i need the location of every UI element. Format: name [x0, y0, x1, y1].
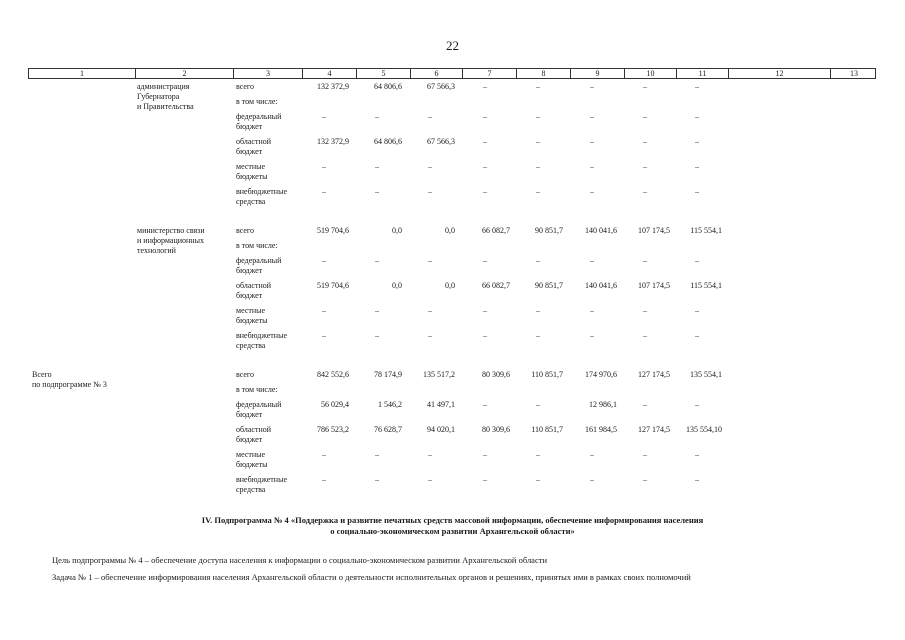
funding-value-cell: – — [643, 137, 647, 146]
funding-value-cell: 90 851,7 — [535, 281, 563, 290]
funding-value-cell: 64 806,6 — [374, 137, 402, 146]
funding-source-label: средства — [236, 485, 266, 494]
funding-source-label: всего — [236, 226, 255, 235]
funding-value-cell: 66 082,7 — [482, 226, 510, 235]
executor-name: и Правительства — [137, 102, 194, 111]
funding-value-cell: – — [590, 112, 594, 121]
funding-value-cell: – — [322, 187, 326, 196]
header-col-1: 1 — [29, 69, 136, 78]
funding-value-cell: – — [428, 475, 432, 484]
funding-value-cell: 115 554,1 — [690, 226, 722, 235]
funding-value-cell: – — [483, 400, 487, 409]
funding-value-cell: – — [483, 450, 487, 459]
funding-source-label: в том числе: — [236, 385, 278, 394]
funding-value-cell: – — [483, 137, 487, 146]
funding-value-cell: 78 174,9 — [374, 370, 402, 379]
funding-value-cell: – — [643, 306, 647, 315]
executor-name: и информационных — [137, 236, 204, 245]
funding-value-cell: – — [590, 162, 594, 171]
funding-value-cell: – — [483, 112, 487, 121]
funding-value-cell: 110 851,7 — [531, 425, 563, 434]
funding-value-cell: 519 704,6 — [317, 281, 349, 290]
funding-value-cell: 140 041,6 — [585, 281, 617, 290]
funding-value-cell: – — [483, 475, 487, 484]
funding-value-cell: – — [590, 331, 594, 340]
funding-value-cell: – — [322, 475, 326, 484]
funding-value-cell: 67 566,3 — [427, 82, 455, 91]
header-col-13: 13 — [850, 69, 858, 78]
funding-source-label: бюджет — [236, 147, 263, 156]
header-col-2: 2 — [136, 69, 234, 78]
funding-value-cell: – — [428, 256, 432, 265]
header-col-6: 6 — [411, 69, 463, 78]
funding-value-cell: – — [322, 256, 326, 265]
funding-source-label: местные — [236, 162, 266, 171]
funding-source-label: бюджет — [236, 435, 263, 444]
funding-value-cell: – — [483, 331, 487, 340]
funding-source-label: средства — [236, 197, 266, 206]
section-heading — [0, 515, 905, 537]
funding-source-label: местные — [236, 306, 266, 315]
header-col-4: 4 — [303, 69, 357, 78]
funding-value-cell: 90 851,7 — [535, 226, 563, 235]
funding-value-cell: 0,0 — [392, 226, 402, 235]
funding-source-label: бюджет — [236, 410, 263, 419]
funding-value-cell: – — [695, 137, 699, 146]
funding-source-label: федеральный — [236, 112, 282, 121]
funding-value-cell: – — [643, 187, 647, 196]
funding-value-cell: – — [695, 82, 699, 91]
funding-value-cell: – — [536, 82, 540, 91]
section-heading-line-2: о социально-экономическом развитии Архангельской области» — [330, 526, 575, 536]
executor-name: технологий — [137, 246, 176, 255]
funding-value-cell: 110 851,7 — [531, 370, 563, 379]
funding-value-cell: 67 566,3 — [427, 137, 455, 146]
funding-value-cell: – — [695, 112, 699, 121]
funding-value-cell: 80 309,6 — [482, 370, 510, 379]
funding-value-cell: – — [590, 137, 594, 146]
funding-value-cell: – — [375, 162, 379, 171]
funding-value-cell: – — [483, 306, 487, 315]
funding-value-cell: – — [375, 450, 379, 459]
funding-value-cell: – — [695, 450, 699, 459]
funding-value-cell: – — [536, 112, 540, 121]
subprogram-goal: Цель подпрограммы № 4 – обеспечение доступа населения к информации о социально-экономическом развитии Архангельской области — [52, 555, 547, 565]
funding-value-cell: – — [536, 450, 540, 459]
funding-source-label: внебюджетные — [236, 475, 287, 484]
header-col-3: 3 — [234, 69, 303, 78]
funding-value-cell: 1 546,2 — [378, 400, 402, 409]
funding-source-label: областной — [236, 137, 272, 146]
funding-value-cell: – — [590, 306, 594, 315]
funding-value-cell: – — [695, 400, 699, 409]
funding-value-cell: – — [643, 256, 647, 265]
funding-value-cell: – — [590, 450, 594, 459]
page-number: 22 — [446, 38, 459, 53]
funding-value-cell: – — [695, 331, 699, 340]
executor-name: Губернатора — [137, 92, 180, 101]
funding-value-cell: – — [428, 187, 432, 196]
funding-value-cell: 107 174,5 — [638, 281, 670, 290]
funding-value-cell: 132 372,9 — [317, 82, 349, 91]
funding-value-cell: 76 628,7 — [374, 425, 402, 434]
funding-value-cell: 64 806,6 — [374, 82, 402, 91]
funding-value-cell: – — [695, 475, 699, 484]
funding-value-cell: 132 372,9 — [317, 137, 349, 146]
funding-value-cell: – — [590, 82, 594, 91]
funding-value-cell: – — [536, 400, 540, 409]
block-total-label: Всего — [32, 370, 52, 379]
funding-source-label: бюджеты — [236, 460, 268, 469]
funding-value-cell: – — [375, 331, 379, 340]
funding-value-cell: 41 497,1 — [427, 400, 455, 409]
funding-source-label: в том числе: — [236, 241, 278, 250]
funding-value-cell: – — [483, 187, 487, 196]
funding-value-cell: – — [428, 331, 432, 340]
funding-value-cell: 127 174,5 — [638, 370, 670, 379]
funding-source-label: внебюджетные — [236, 331, 287, 340]
funding-value-cell: – — [643, 112, 647, 121]
funding-source-label: местные — [236, 450, 266, 459]
funding-value-cell: – — [695, 162, 699, 171]
funding-value-cell: 786 523,2 — [317, 425, 349, 434]
funding-source-label: областной — [236, 281, 272, 290]
funding-value-cell: – — [536, 256, 540, 265]
funding-value-cell: 161 984,5 — [585, 425, 617, 434]
funding-source-label: всего — [236, 82, 255, 91]
header-col-10: 10 — [625, 69, 677, 78]
header-col-7: 7 — [463, 69, 517, 78]
funding-source-label: бюджет — [236, 122, 263, 131]
funding-value-cell: – — [428, 112, 432, 121]
funding-value-cell: – — [322, 162, 326, 171]
funding-value-cell: – — [590, 475, 594, 484]
funding-source-label: в том числе: — [236, 97, 278, 106]
funding-value-cell: – — [536, 137, 540, 146]
funding-value-cell: – — [643, 475, 647, 484]
funding-value-cell: 80 309,6 — [482, 425, 510, 434]
funding-value-cell: 842 552,6 — [317, 370, 349, 379]
funding-value-cell: – — [375, 256, 379, 265]
funding-value-cell: – — [536, 162, 540, 171]
table-header-row — [28, 68, 876, 79]
header-col-12: 12 — [729, 69, 831, 78]
funding-value-cell: – — [322, 331, 326, 340]
funding-value-cell: – — [643, 82, 647, 91]
header-col-5: 5 — [357, 69, 411, 78]
subprogram-task: Задача № 1 – обеспечение информирования населения Архангельской области о деятельности исполнительных органов и решениях, принятых ими в рамках своих полномочий — [52, 572, 691, 582]
funding-value-cell: – — [643, 450, 647, 459]
funding-value-cell: 140 041,6 — [585, 226, 617, 235]
funding-value-cell: – — [428, 306, 432, 315]
funding-source-label: бюджеты — [236, 316, 268, 325]
funding-value-cell: 94 020,1 — [427, 425, 455, 434]
funding-source-label: федеральный — [236, 400, 282, 409]
funding-value-cell: 519 704,6 — [317, 226, 349, 235]
funding-source-label: федеральный — [236, 256, 282, 265]
funding-value-cell: – — [590, 256, 594, 265]
funding-value-cell: – — [695, 306, 699, 315]
funding-value-cell: – — [643, 162, 647, 171]
funding-value-cell: 135 554,1 — [690, 370, 722, 379]
funding-value-cell: – — [428, 450, 432, 459]
funding-value-cell: – — [428, 162, 432, 171]
funding-source-label: бюджет — [236, 291, 263, 300]
funding-value-cell: 0,0 — [445, 226, 455, 235]
header-col-8: 8 — [517, 69, 571, 78]
section-heading-line-1: IV. Подпрограмма № 4 «Поддержка и развитие печатных средств массовой информации, обеспечение информирования населения — [201, 515, 704, 525]
executor-name: администрация — [137, 82, 190, 91]
executor-name: министерство связи — [137, 226, 205, 235]
funding-value-cell: 12 986,1 — [589, 400, 617, 409]
funding-value-cell: 135 517,2 — [423, 370, 455, 379]
header-col-11: 11 — [677, 69, 729, 78]
funding-source-label: средства — [236, 341, 266, 350]
funding-value-cell: – — [483, 256, 487, 265]
funding-value-cell: – — [322, 112, 326, 121]
funding-value-cell: – — [375, 475, 379, 484]
funding-value-cell: 107 174,5 — [638, 226, 670, 235]
funding-value-cell: – — [322, 306, 326, 315]
funding-value-cell: – — [536, 187, 540, 196]
funding-source-label: внебюджетные — [236, 187, 287, 196]
funding-value-cell: 127 174,5 — [638, 425, 670, 434]
header-col-9: 9 — [571, 69, 625, 78]
funding-value-cell: – — [483, 162, 487, 171]
funding-value-cell: 0,0 — [392, 281, 402, 290]
block-total-label: по подпрограмме № 3 — [32, 380, 107, 389]
funding-value-cell: – — [375, 187, 379, 196]
funding-value-cell: – — [643, 331, 647, 340]
funding-value-cell: – — [536, 306, 540, 315]
funding-value-cell: – — [695, 187, 699, 196]
funding-value-cell: 0,0 — [445, 281, 455, 290]
funding-source-label: бюджет — [236, 266, 263, 275]
funding-source-label: всего — [236, 370, 255, 379]
funding-value-cell: – — [590, 187, 594, 196]
funding-value-cell: – — [375, 112, 379, 121]
funding-source-label: бюджеты — [236, 172, 268, 181]
funding-value-cell: – — [695, 256, 699, 265]
funding-value-cell: 66 082,7 — [482, 281, 510, 290]
funding-source-label: областной — [236, 425, 272, 434]
funding-value-cell: 115 554,1 — [690, 281, 722, 290]
funding-value-cell: – — [375, 306, 379, 315]
funding-value-cell: 135 554,10 — [686, 425, 722, 434]
funding-value-cell: – — [536, 475, 540, 484]
funding-value-cell: – — [643, 400, 647, 409]
funding-value-cell: – — [483, 82, 487, 91]
funding-value-cell: – — [536, 331, 540, 340]
funding-value-cell: 56 029,4 — [321, 400, 349, 409]
funding-value-cell: – — [322, 450, 326, 459]
funding-value-cell: 174 970,6 — [585, 370, 617, 379]
